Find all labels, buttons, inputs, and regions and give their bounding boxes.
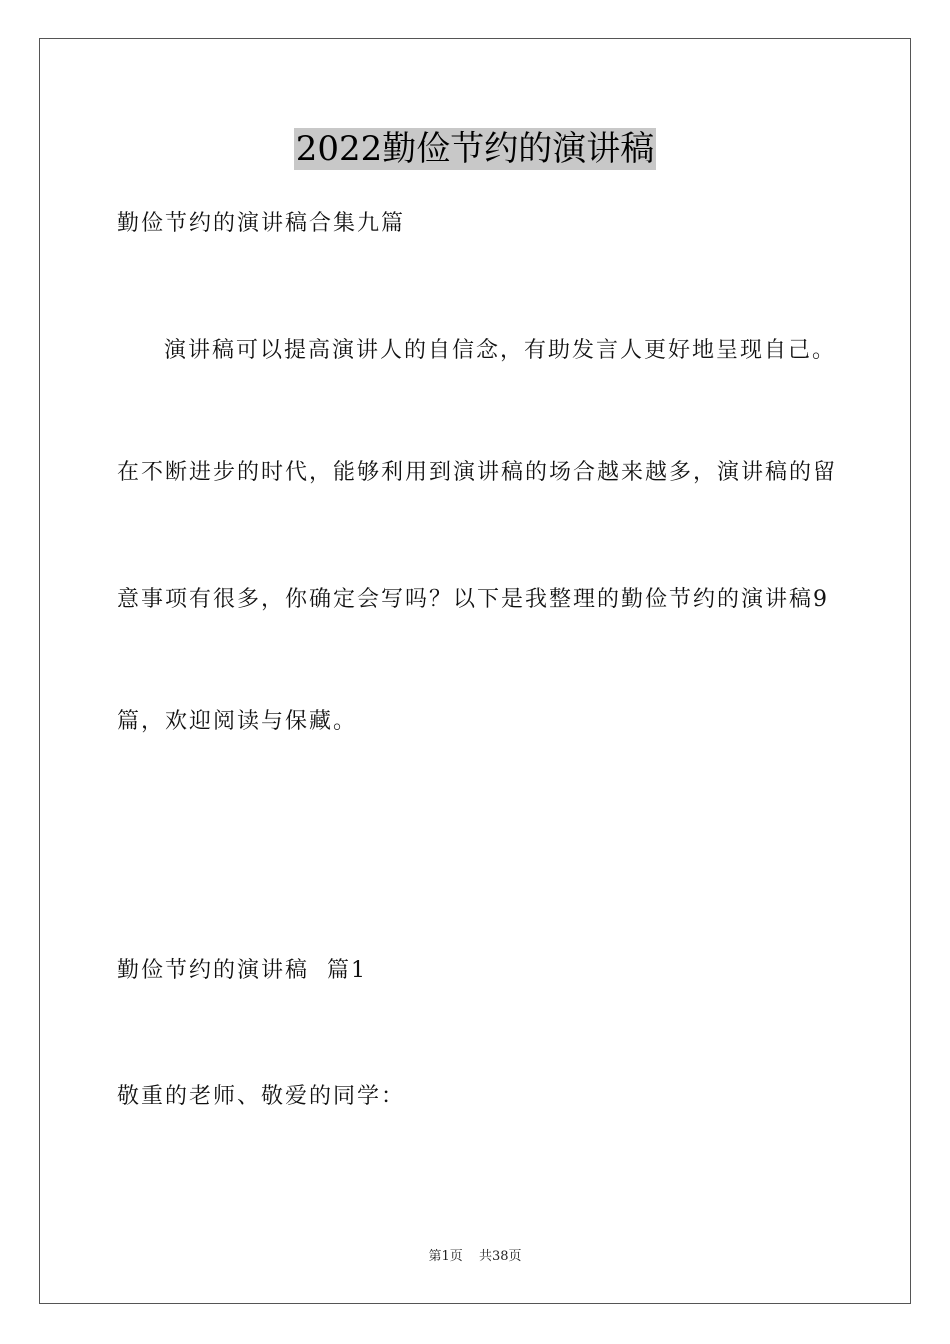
page-total: 共38页 bbox=[478, 1249, 522, 1264]
page-footer bbox=[0, 1248, 950, 1266]
section-heading: 勤俭节约的演讲稿 篇1 bbox=[117, 958, 367, 983]
document-title: 2022勤俭节约的演讲稿 bbox=[295, 129, 655, 169]
intro-line-2: 在不断进步的时代，能够利用到演讲稿的场合越来越多，演讲稿的留 bbox=[117, 460, 838, 485]
title-container bbox=[0, 128, 950, 170]
intro-line-3: 意事项有很多，你确定会写吗？以下是我整理的勤俭节约的演讲稿9 bbox=[117, 587, 829, 612]
page-number: 第1页 bbox=[428, 1249, 463, 1264]
intro-line-4: 篇，欢迎阅读与保藏。 bbox=[117, 709, 358, 734]
intro-line-1: 演讲稿可以提高演讲人的自信念，有助发言人更好地呈现自己。 bbox=[164, 338, 837, 363]
salutation: 敬重的老师、敬爱的同学： bbox=[117, 1084, 406, 1109]
document-subtitle: 勤俭节约的演讲稿合集九篇 bbox=[117, 211, 406, 236]
